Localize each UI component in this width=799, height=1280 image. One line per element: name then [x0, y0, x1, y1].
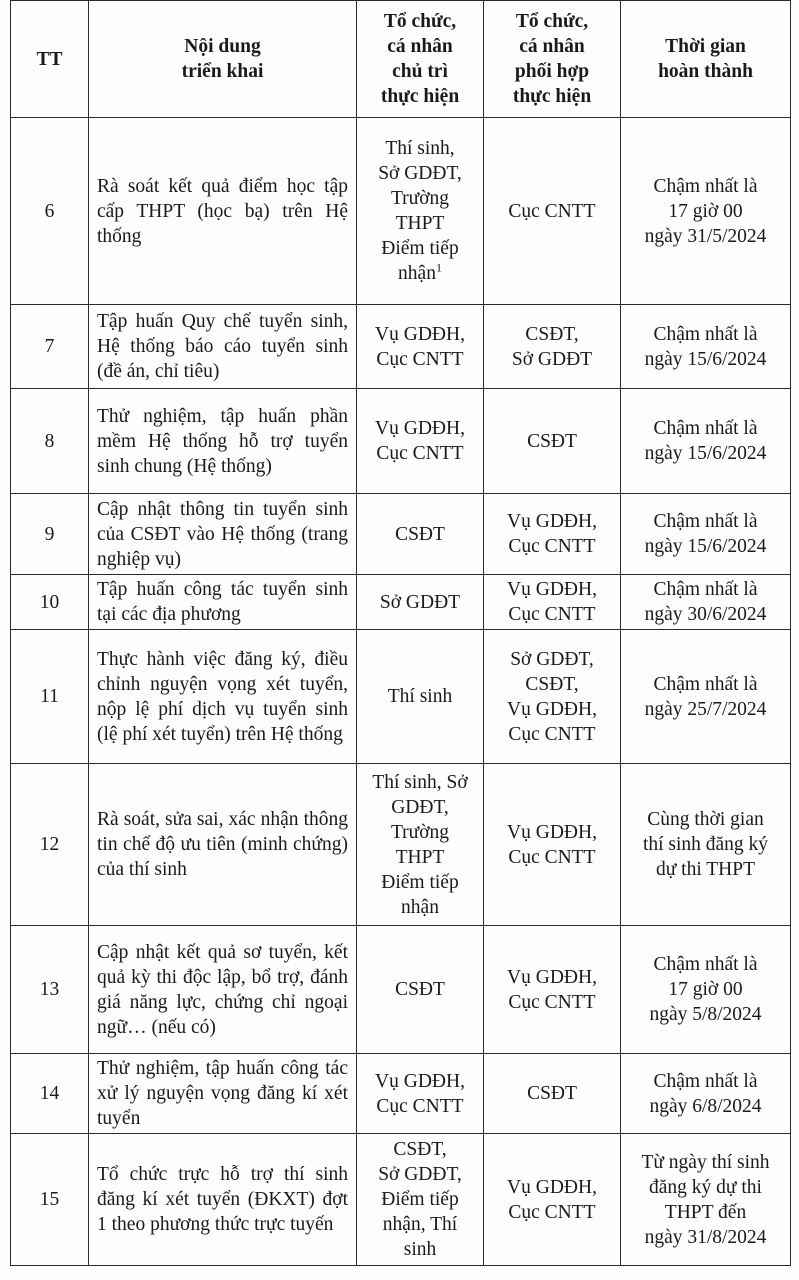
row-lead: Thí sinh — [357, 630, 484, 764]
row-time: Chậm nhất là ngày 25/7/2024 — [621, 630, 791, 764]
row-time: Chậm nhất là ngày 15/6/2024 — [621, 305, 791, 389]
table-row — [11, 389, 791, 494]
header-content: Nội dung triển khai — [89, 1, 357, 118]
row-content: Thử nghiệm, tập huấn công tác xử lý nguyện vọng đăng kí xét tuyển — [89, 1054, 357, 1134]
row-number: 7 — [11, 305, 89, 389]
row-number: 12 — [11, 764, 89, 926]
row-coop: Vụ GDĐH, Cục CNTT — [484, 1134, 621, 1266]
row-number: 10 — [11, 575, 89, 630]
row-lead: Sở GDĐT — [357, 575, 484, 630]
row-number: 9 — [11, 494, 89, 575]
schedule-table — [10, 0, 791, 1266]
table-row — [11, 1134, 791, 1266]
row-content: Tập huấn Quy chế tuyển sinh, Hệ thống báo cáo tuyển sinh (đề án, chỉ tiêu) — [89, 305, 357, 389]
row-content: Rà soát, sửa sai, xác nhận thông tin chế độ ưu tiên (minh chứng) của thí sinh — [89, 764, 357, 926]
row-lead: CSĐT — [357, 926, 484, 1054]
row-coop: CSĐT, Sở GDĐT — [484, 305, 621, 389]
row-coop: Vụ GDĐH, Cục CNTT — [484, 575, 621, 630]
table-row — [11, 630, 791, 764]
footnote-marker: 1 — [435, 260, 442, 275]
row-lead: Vụ GDĐH, Cục CNTT — [357, 305, 484, 389]
row-content: Cập nhật kết quả sơ tuyển, kết quả kỳ thi độc lập, bổ trợ, đánh giá năng lực, chứng chỉ ngoại ngữ… (nếu có) — [89, 926, 357, 1054]
row-content: Rà soát kết quả điểm học tập cấp THPT (học bạ) trên Hệ thống — [89, 118, 357, 305]
row-coop: Vụ GDĐH, Cục CNTT — [484, 764, 621, 926]
row-lead-text: Thí sinh, Sở GDĐT, Trường THPT Điểm tiếp nhận — [378, 138, 462, 284]
row-number: 14 — [11, 1054, 89, 1134]
row-lead: Thí sinh, Sở GDĐT, Trường THPT Điểm tiếp nhận — [357, 764, 484, 926]
row-time: Chậm nhất là 17 giờ 00 ngày 31/5/2024 — [621, 118, 791, 305]
table-row — [11, 926, 791, 1054]
row-number: 13 — [11, 926, 89, 1054]
row-number: 6 — [11, 118, 89, 305]
header-lead: Tổ chức, cá nhân chủ trì thực hiện — [357, 1, 484, 118]
table-row — [11, 118, 791, 305]
row-time: Chậm nhất là ngày 30/6/2024 — [621, 575, 791, 630]
row-content: Thử nghiệm, tập huấn phần mềm Hệ thống hỗ trợ tuyển sinh chung (Hệ thống) — [89, 389, 357, 494]
row-time: Cùng thời gian thí sinh đăng ký dự thi THPT — [621, 764, 791, 926]
row-lead — [357, 118, 484, 305]
table-row — [11, 575, 791, 630]
row-time: Chậm nhất là 17 giờ 00 ngày 5/8/2024 — [621, 926, 791, 1054]
row-number: 15 — [11, 1134, 89, 1266]
table-row — [11, 1054, 791, 1134]
row-time: Chậm nhất là ngày 15/6/2024 — [621, 494, 791, 575]
row-coop: CSĐT — [484, 1054, 621, 1134]
table-row — [11, 494, 791, 575]
row-coop: CSĐT — [484, 389, 621, 494]
row-lead: CSĐT — [357, 494, 484, 575]
row-lead: CSĐT, Sở GDĐT, Điểm tiếp nhận, Thí sinh — [357, 1134, 484, 1266]
row-time: Từ ngày thí sinh đăng ký dự thi THPT đến ngày 31/8/2024 — [621, 1134, 791, 1266]
row-lead: Vụ GDĐH, Cục CNTT — [357, 389, 484, 494]
row-coop: Vụ GDĐH, Cục CNTT — [484, 926, 621, 1054]
row-coop: Cục CNTT — [484, 118, 621, 305]
row-time: Chậm nhất là ngày 15/6/2024 — [621, 389, 791, 494]
row-time: Chậm nhất là ngày 6/8/2024 — [621, 1054, 791, 1134]
header-row — [11, 1, 791, 118]
row-content: Tập huấn công tác tuyển sinh tại các địa phương — [89, 575, 357, 630]
row-content: Cập nhật thông tin tuyển sinh của CSĐT vào Hệ thống (trang nghiệp vụ) — [89, 494, 357, 575]
row-coop: Vụ GDĐH, Cục CNTT — [484, 494, 621, 575]
header-time: Thời gian hoàn thành — [621, 1, 791, 118]
row-coop: Sở GDĐT, CSĐT, Vụ GDĐH, Cục CNTT — [484, 630, 621, 764]
table-row — [11, 764, 791, 926]
row-content: Tổ chức trực hỗ trợ thí sinh đăng kí xét tuyển (ĐKXT) đợt 1 theo phương thức trực tuyến — [89, 1134, 357, 1266]
header-coop: Tổ chức, cá nhân phối hợp thực hiện — [484, 1, 621, 118]
row-number: 11 — [11, 630, 89, 764]
row-lead: Vụ GDĐH, Cục CNTT — [357, 1054, 484, 1134]
row-number: 8 — [11, 389, 89, 494]
row-content: Thực hành việc đăng ký, điều chỉnh nguyện vọng xét tuyển, nộp lệ phí dịch vụ tuyển sinh (lệ phí xét tuyển) trên Hệ thống — [89, 630, 357, 764]
header-tt: TT — [11, 1, 89, 118]
table-row — [11, 305, 791, 389]
